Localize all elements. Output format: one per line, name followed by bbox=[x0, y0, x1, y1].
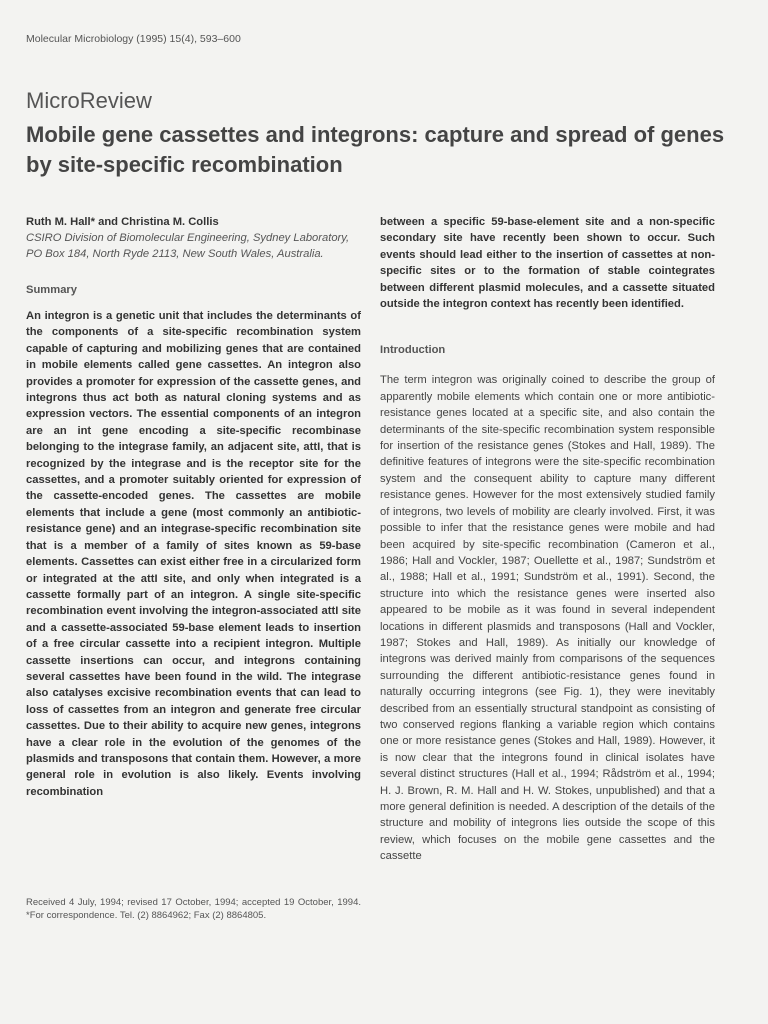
author-affiliation: CSIRO Division of Biomolecular Engineering, Sydney Laboratory, PO Box 184, North Ryde 2113, New South Wales, Australia. bbox=[26, 232, 350, 260]
right-column bbox=[380, 214, 715, 865]
article-title: Mobile gene cassettes and integrons: capture and spread of genes by site-specific recombination bbox=[26, 122, 725, 177]
received-footnote: Received 4 July, 1994; revised 17 October, 1994; accepted 19 October, 1994. *For correspondence. Tel. (2) 8864962; Fax (2) 8864805. bbox=[26, 897, 361, 921]
introduction-text: The term integron was originally coined to describe the group of apparently mobile elements which contain one or more antibiotic-resistance genes located at a specific site, and also contain the determinants of the site-specific recombination system responsible for insertion of the resistance genes (Stokes and Hall, 1989). The definitive features of integrons were the site-specific recombination system and the consequent ability to capture many different resistance genes. However for the most extensively studied family of integrons, two levels of mobility are clearly involved. First, it was possible to infer that the resistance genes were mobile and had been acquired by site-specific recombination (Cameron et al., 1986; Hall and Vockler, 1987; Ouellette et al., 1987; Sundström et al., 1988; Hall et al., 1991; Sundström et al., 1991). Second, the structure into which the resistance genes were inserted also appeared to be mobile as it was found in several independent locations in different plasmids and transposons (Hall and Vockler, 1987; Stokes and Hall, 1989). As initially our knowledge of integrons was derived mainly from comparisons of the sequences surrounding the different antibiotic-resistance genes found in naturally occurring integrons (see Fig. 1), they were inevitably described from an essentially structural standpoint as consisting of two conserved regions flanking a variable region which contains one or more resistance genes (Stokes and Hall, 1989). However, it is now clear that the integrons found in clinical isolates have several distinct structures (Hall et al., 1994; Rådström et al., 1994; H. J. Brown, R. M. Hall and H. W. Stokes, unpublished) and that a more general definition is needed. A description of the details of the structure and mobility of integrons lies outside the scope of this review, which focuses on the mobile gene cassettes and the cassette bbox=[380, 374, 715, 863]
section-type-label: MicroReview bbox=[26, 88, 152, 113]
introduction-heading: Introduction bbox=[380, 344, 446, 357]
author-names: Ruth M. Hall* and Christina M. Collis bbox=[26, 216, 219, 228]
summary-heading: Summary bbox=[26, 284, 77, 296]
journal-citation: Molecular Microbiology (1995) 15(4), 593–600 bbox=[26, 33, 241, 45]
left-column bbox=[26, 214, 361, 800]
summary-text: An integron is a genetic unit that includes the determinants of the components of a site-specific recombination system capable of capturing and mobilizing genes that are contained in mobile elements called gene cassettes. An integron also provides a promoter for expression of the cassette genes, and integrons thus act both as natural cloning systems and as expression vectors. The essential components of an integron are an int gene encoding a site-specific recombinase belonging to the integrase family, an adjacent site, attI, that is recognized by the integrase and is the receptor site for the cassettes, and a promoter suitably oriented for expression of the cassette-encoded genes. The cassettes are mobile elements that include a gene (most commonly an antibiotic-resistance gene) and an integrase-specific recombination site that is a member of a family of sites known as 59-base elements. Cassettes can exist either free in a circularized form or integrated at the attI site, and only when integrated is a cassette formally part of an integron. A single site-specific recombination event involving the integron-associated attI site and a cassette-associated 59-base element leads to insertion of a free circular cassette into a recipient integron. Multiple cassette insertions can occur, and integrons containing several cassettes have been found in the wild. The integrase also catalyses excisive recombination events that can lead to loss of cassettes from an integron and generate free circular cassettes. Due to their ability to acquire new genes, integrons have a clear role in the evolution of the genomes of the plasmids and transposons that contain them. However, a more general role in evolution is also likely. Events involving recombination bbox=[26, 310, 361, 798]
summary-continuation: between a specific 59-base-element site and a non-specific secondary site have recently been shown to occur. Such events should lead either to the insertion of cassettes at non-specific sites or to the formation of stable cointegrates between different plasmid molecules, and a cassette situated outside the integron context has recently been identified. bbox=[380, 216, 715, 311]
